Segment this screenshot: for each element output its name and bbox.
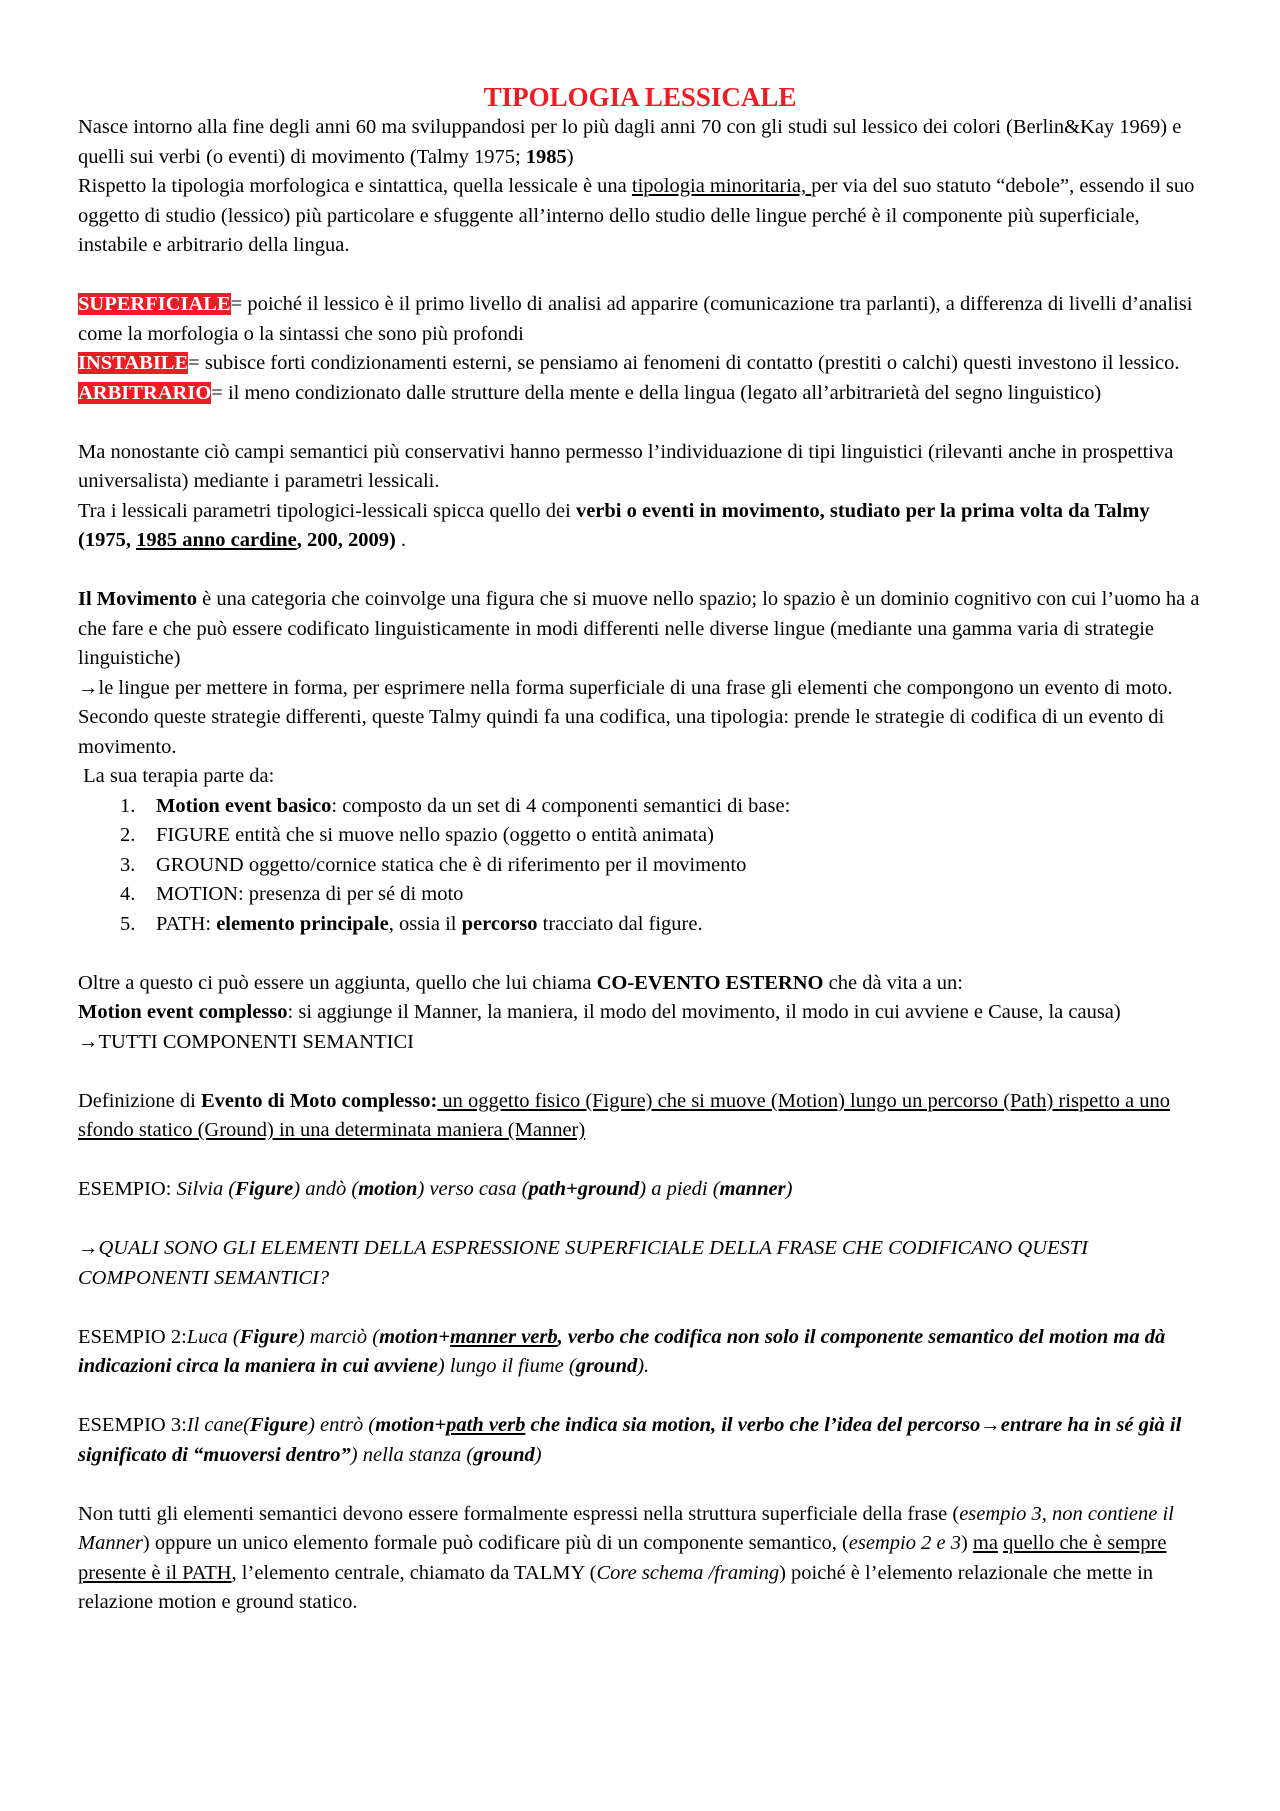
intro-paragraph — [78, 113, 1202, 172]
esempio-text: ). — [637, 1355, 650, 1377]
esempio-bold: ground — [575, 1355, 638, 1377]
domanda-text: QUALI SONO GLI ELEMENTI DELLA ESPRESSIONE SUPERFICIALE DELLA FRASE CHE CODIFICANO QUESTI COMPONENTI SEMANTICI? — [78, 1237, 1088, 1289]
list-number: 3. — [120, 853, 136, 876]
finale-italic: Core schema /framing — [596, 1561, 780, 1584]
spacer — [78, 1382, 1202, 1412]
esempio-text: ) — [785, 1178, 793, 1200]
esempio-bold-underlined: path verb — [446, 1414, 526, 1436]
spacer — [78, 1205, 1202, 1235]
movimento-term: Il Movimento — [78, 588, 197, 610]
domanda-paragraph — [78, 1234, 1202, 1293]
highlight-term: INSTABILE — [78, 352, 189, 374]
esempio-1 — [78, 1175, 1202, 1205]
coevento-term: CO-EVENTO ESTERNO — [596, 971, 824, 994]
finale-text: Non tutti gli elementi semantici devono essere formalmente espressi nella struttura superficiale della frase ( — [78, 1502, 960, 1525]
esempio-bold: path+ground — [528, 1178, 640, 1200]
spacer — [78, 1470, 1202, 1500]
arrow-icon: → — [980, 1414, 1001, 1436]
esempio-label: ESEMPIO: — [78, 1178, 177, 1200]
list-text: : composto da un set di 4 componenti semantici di base: — [331, 794, 791, 817]
list-item — [78, 910, 1202, 940]
movimento-paragraph — [78, 585, 1202, 674]
finale-text: ) — [960, 1532, 973, 1554]
definizione-pre: Definizione di — [78, 1089, 201, 1112]
spacer — [78, 1293, 1202, 1323]
esempio-text: ) marciò ( — [297, 1325, 380, 1348]
compare-paragraph — [78, 172, 1202, 261]
spacer — [78, 556, 1202, 586]
list-bold-2: percorso — [461, 912, 538, 935]
list-text: GROUND oggetto/cornice statica che è di riferimento per il movimento — [156, 853, 747, 876]
parametri-pre: Tra i lessicali parametri tipologici-lessicali spicca quello dei — [78, 499, 576, 522]
movimento-arrow-paragraph — [78, 674, 1202, 704]
spacer — [78, 1057, 1202, 1087]
esempio-text: ) entrò ( — [308, 1414, 376, 1436]
intro-text: Nasce intorno alla fine degli anni 60 ma sviluppandosi per lo più dagli anni 70 con gli studi sul lessico dei colori (Berlin&Kay 1969) e quelli sui verbi (o eventi) di movimento (Talmy 1975; — [78, 116, 1182, 168]
esempio-text: ) — [534, 1443, 542, 1466]
intro-year: 1985 — [525, 145, 567, 168]
movimento-text: è una categoria che coinvolge una figura che si muove nello spazio; lo spazio è un dominio cognitivo con cui l’uomo ha a che fare e che può essere codificato linguisticamente in modi differenti nelle diverse lingue (mediante una gamma varia di strategie linguistiche) — [78, 588, 1200, 669]
parametri-bold: verbi o eventi in movimento, studiato per la prima volta da Talmy (1975, — [78, 499, 1150, 551]
complex-tail: TUTTI COMPONENTI SEMANTICI — [98, 1030, 414, 1053]
esempio-2 — [78, 1323, 1202, 1382]
list-number: 5. — [120, 912, 136, 935]
finale-underlined: quello che è sempre presente è il PATH — [78, 1532, 1167, 1584]
parametri-underlined: 1985 anno cardine — [136, 529, 297, 551]
esempio-text: ) lungo il fiume ( — [437, 1355, 576, 1377]
complex-paragraph — [78, 998, 1202, 1057]
spacer — [78, 261, 1202, 291]
finale-italic: esempio 2 e 3 — [848, 1532, 961, 1554]
esempio-text: ) nella stanza ( — [350, 1443, 474, 1466]
definizione-paragraph — [78, 1087, 1202, 1146]
def-instabile — [78, 349, 1202, 379]
coevento-post: che dà vita a un: — [823, 971, 963, 994]
list-item — [78, 880, 1202, 910]
def-text: = poiché il lessico è il primo livello di analisi ad apparire (comunicazione tra parlanti), a differenza di livelli d’analisi come la morfologia o la sintassi che sono più profondi — [78, 293, 1193, 345]
highlight-term: ARBITRARIO — [78, 381, 212, 404]
nonostante-paragraph: Ma nonostante ciò campi semantici più conservativi hanno permesso l’individuazione di tipi linguistici (rilevanti anche in prospettiva universalista) mediante i parametri lessicali. — [78, 440, 1174, 492]
list-text: tracciato dal figure. — [537, 912, 703, 935]
spacer — [78, 939, 1202, 969]
list-bold: elemento principale — [216, 912, 389, 935]
coevento-pre: Oltre a questo ci può essere un aggiunta, quello che lui chiama — [78, 971, 597, 994]
finale-paragraph — [78, 1500, 1202, 1618]
movimento-arrow-text: le lingue per mettere in forma, per esprimere nella forma superficiale di una frase gli elementi che compongono un evento di moto. — [98, 676, 1173, 699]
compare-underlined: tipologia minoritaria, — [631, 175, 812, 197]
intro-close: ) — [566, 145, 574, 168]
esempio-bold: motion+ — [375, 1414, 447, 1436]
esempio-bold: manner — [719, 1178, 786, 1200]
parametri-paragraph — [78, 497, 1202, 556]
compare-post: per via del suo statuto “debole”, essendo il suo oggetto di studio (lessico) più particolare e sfuggente all’interno dello studio delle lingue perché è il componente più superficiale, instabile e arbitrario della lingua. — [78, 175, 1195, 256]
list-item — [78, 851, 1202, 881]
complex-text: : si aggiunge il Manner, la maniera, il modo del movimento, il modo in cui avviene e Cause, la causa) — [287, 1001, 1121, 1023]
esempio-bold: Figure — [239, 1325, 298, 1348]
esempio-label: ESEMPIO 3: — [78, 1414, 187, 1436]
compare-pre: Rispetto la tipologia morfologica e sintattica, quella lessicale è una — [78, 175, 632, 197]
esempio-text: Silvia ( — [176, 1178, 236, 1200]
esempio-bold: motion — [358, 1178, 418, 1200]
esempio-bold: motion+ — [379, 1325, 450, 1348]
parametri-bold-end: , 200, 2009) — [296, 529, 396, 551]
finale-italic: esempio 3, non contiene il Manner — [78, 1502, 1174, 1554]
list-pre: PATH: — [156, 912, 217, 935]
def-text: = il meno condizionato dalle strutture della mente e della lingua (legato all’arbitrarietà del segno linguistico) — [211, 381, 1102, 404]
arrow-icon: → — [78, 1237, 99, 1259]
list-text: MOTION: presenza di per sé di moto — [156, 883, 464, 905]
esempio-text: ) a piedi ( — [639, 1178, 720, 1200]
parametri-post: . — [395, 529, 407, 551]
finale-underlined: ma — [972, 1532, 998, 1554]
esempio-bold: che indica sia motion, il verbo che l’idea del percorso — [525, 1414, 981, 1436]
list-item — [78, 821, 1202, 851]
esempio-bold: Figure — [249, 1414, 309, 1436]
document-title: TIPOLOGIA LESSICALE — [483, 82, 797, 112]
spacer — [78, 1146, 1202, 1176]
list-number: 4. — [120, 883, 136, 905]
finale-text: , l’elemento centrale, chiamato da TALMY ( — [231, 1561, 597, 1584]
esempio-bold-underlined: manner verb — [450, 1325, 558, 1348]
esempio-bold: ground — [473, 1443, 535, 1466]
components-list — [78, 792, 1202, 940]
esempio-text: ) andò ( — [293, 1178, 359, 1200]
esempio-text: ) verso casa ( — [417, 1178, 529, 1200]
list-text: FIGURE entità che si muove nello spazio (oggetto o entità animata) — [156, 824, 714, 846]
arrow-icon: → — [78, 676, 99, 699]
highlight-term: SUPERFICIALE — [78, 293, 231, 315]
def-superficiale — [78, 290, 1202, 349]
complex-term: Motion event complesso — [78, 1001, 288, 1023]
terapia-line: La sua terapia parte da: — [78, 765, 275, 787]
list-mid: , ossia il — [388, 912, 462, 935]
list-bold: Motion event basico — [156, 794, 332, 817]
def-text: = subisce forti condizionamenti esterni, se pensiamo ai fenomeni di contatto (prestiti o calchi) questi investono il lessico. — [188, 352, 1180, 374]
esempio-label: ESEMPIO 2: — [78, 1325, 187, 1348]
definizione-term: Evento di Moto complesso: — [200, 1089, 438, 1112]
esempio-bold: Figure — [235, 1178, 294, 1200]
list-item — [78, 792, 1202, 822]
coevento-paragraph — [78, 969, 1202, 999]
esempio-bold: , verbo che codifica non solo il componente semantico del motion ma dà indicazioni circa la maniera in cui avviene — [78, 1325, 1166, 1377]
esempio-text: Il cane( — [186, 1414, 250, 1436]
def-arbitrario — [78, 379, 1202, 409]
esempio-text: Luca ( — [186, 1325, 240, 1348]
esempio-bold: entrare ha in sé già il significato di “muoversi dentro” — [78, 1414, 1182, 1466]
document-body — [78, 82, 1202, 1618]
list-number: 2. — [120, 824, 136, 846]
spacer — [78, 408, 1202, 438]
esempio-3 — [78, 1411, 1202, 1470]
finale-text: ) poiché è l’elemento relazionale che mette in relazione motion e ground statico. — [78, 1561, 1154, 1613]
secondo-paragraph: Secondo queste strategie differenti, queste Talmy quindi fa una codifica, una tipologia: prende le strategie di codifica di un evento di movimento. — [78, 706, 1165, 758]
definizione-underlined: un oggetto fisico (Figure) che si muove (Motion) lungo un percorso (Path) rispetto a uno sfondo statico (Ground) in una determinata maniera (Manner) — [78, 1089, 1171, 1141]
list-number: 1. — [120, 794, 136, 817]
finale-text: ) oppure un unico elemento formale può codificare più di un componente semantico, ( — [142, 1532, 849, 1554]
arrow-icon: → — [78, 1030, 99, 1053]
